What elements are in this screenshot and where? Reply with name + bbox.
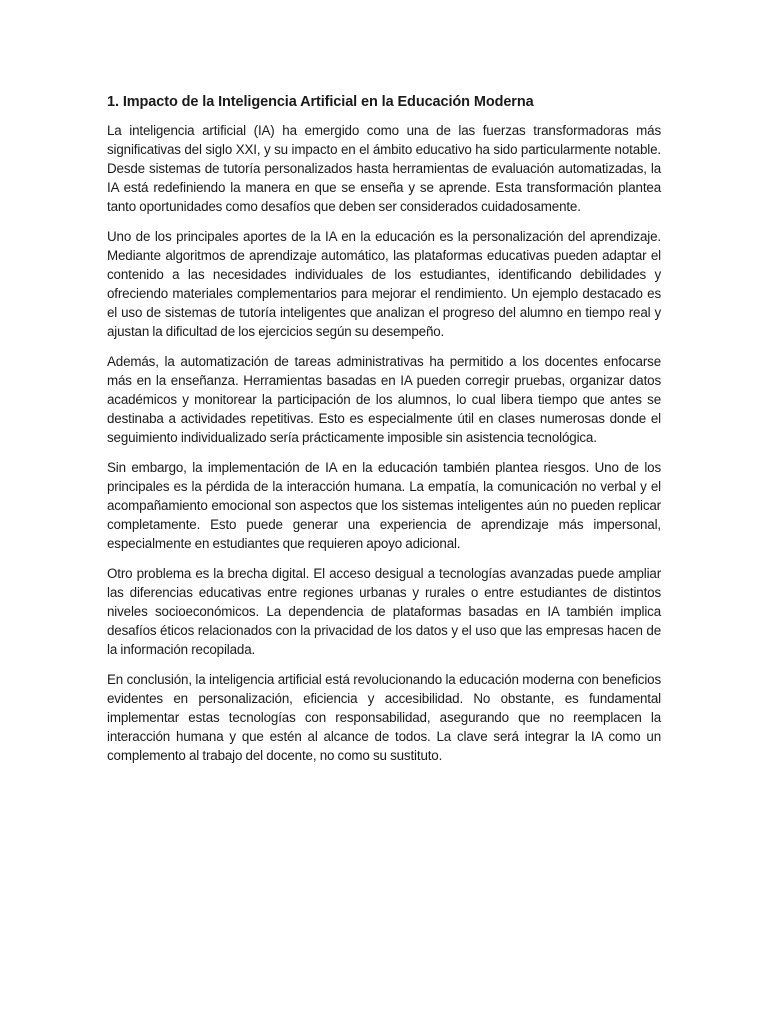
document-title: 1. Impacto de la Inteligencia Artificial en la Educación Moderna xyxy=(107,94,534,110)
paragraph-personalization: Uno de los principales aportes de la IA en la educación es la personalización del aprendizaje. Mediante algoritmos de aprendizaje automático, las plataformas educativas pueden adaptar el contenido a las necesidades individuales de los estudiantes, identificando debilidades y ofreciendo materiales complementarios para mejorar el rendimiento. Un ejemplo destacado es el uso de sistemas de tutoría inteligentes que analizan el progreso del alumno en tiempo real y ajustan la dificultad de los ejercicios según su desempeño. xyxy=(107,229,661,339)
paragraph-digital-divide: Otro problema es la brecha digital. El acceso desigual a tecnologías avanzadas puede ampliar las diferencias educativas entre regiones urbanas y rurales o entre estudiantes de distintos niveles socioeconómicos. La dependencia de plataformas basadas en IA también implica desafíos éticos relacionados con la privacidad de los datos y el uso que las empresas hacen de la información recopilada. xyxy=(107,566,661,657)
paragraph-intro: La inteligencia artificial (IA) ha emergido como una de las fuerzas transformadoras más significativas del siglo XXI, y su impacto en el ámbito educativo ha sido particularmente notable. Desde sistemas de tutoría personalizados hasta herramientas de evaluación automatizadas, la IA está redefiniendo la manera en que se enseña y se aprende. Esta transformación plantea tanto oportunidades como desafíos que deben ser considerados cuidadosamente. xyxy=(107,123,661,214)
paragraph-risks: Sin embargo, la implementación de IA en la educación también plantea riesgos. Uno de los principales es la pérdida de la interacción humana. La empatía, la comunicación no verbal y el acompañamiento emocional son aspectos que los sistemas inteligentes aún no pueden replicar completamente. Esto puede generar una experiencia de aprendizaje más impersonal, especialmente en estudiantes que requieren apoyo adicional. xyxy=(107,460,661,551)
paragraph-conclusion: En conclusión, la inteligencia artificial está revolucionando la educación moderna con beneficios evidentes en personalización, eficiencia y accesibilidad. No obstante, es fundamental implementar estas tecnologías con responsabilidad, asegurando que no reemplacen la interacción humana y que estén al alcance de todos. La clave será integrar la IA como un complemento al trabajo del docente, no como su sustituto. xyxy=(107,672,661,763)
paragraph-automation: Además, la automatización de tareas administrativas ha permitido a los docentes enfocarse más en la enseñanza. Herramientas basadas en IA pueden corregir pruebas, organizar datos académicos y monitorear la participación de los alumnos, lo cual libera tiempo que antes se destinaba a actividades repetitivas. Esto es especialmente útil en clases numerosas donde el seguimiento individualizado sería prácticamente imposible sin asistencia tecnológica. xyxy=(107,354,661,445)
document-page xyxy=(107,93,661,776)
